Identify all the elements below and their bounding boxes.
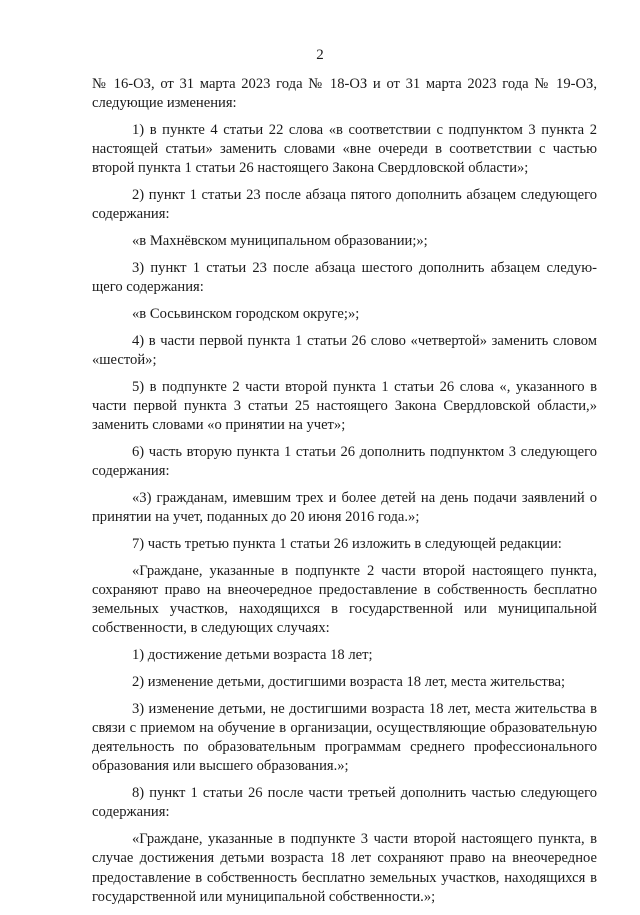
- paragraph-quote-subitem-3: «3) гражданам, имевшим трех и более детей на день подачи заявлений о принятии на учет, поданных до 20 июня 2016 года.»;: [92, 490, 597, 526]
- page-number: 2: [316, 47, 324, 63]
- paragraph-quote-makhnevsky: «в Махнёвском муниципальном образовании;»;: [132, 233, 428, 250]
- paragraph-intro: № 16-ОЗ, от 31 марта 2023 года № 18-ОЗ и от 31 марта 2023 года № 19-ОЗ, следующие изменения:: [92, 76, 597, 112]
- paragraph-item-2: 2) пункт 1 статьи 23 после абзаца пятого дополнить абзацем следующего содержания:: [92, 187, 597, 223]
- paragraph-item-3: 3) пункт 1 статьи 23 после абзаца шестого дополнить абзацем следующего содержания:: [92, 260, 597, 296]
- paragraph-quote-sosvinsky: «в Сосьвинском городском округе;»;: [132, 306, 360, 322]
- paragraph-item-7: 7) часть третью пункта 1 статьи 26 изложить в следующей редакции:: [132, 536, 562, 552]
- paragraph-item-1: 1) в пункте 4 статьи 22 слова «в соответствии с подпунктом 3 пункта 2 настоящей статьи» заменить словами «вне очереди в соответствии с частью второй пункта 1 статьи 26 настоящего Закона Свердловской области»;: [92, 122, 597, 177]
- paragraph-item-6: 6) часть вторую пункта 1 статьи 26 дополнить подпунктом 3 следующего содержания:: [92, 444, 597, 480]
- paragraph-quote-citizens-3: «Граждане, указанные в подпункте 3 части второй настоящего пункта, в случае достижения детьми возраста 18 лет сохраняют право на внеочередное предоставление в собственность бесплатно земельных участков, находящихся в государственной или муниципальной собственности.»;: [92, 831, 597, 905]
- paragraph-item-5: 5) в подпункте 2 части второй пункта 1 статьи 26 слова «, указанного в части первой пункта 3 статьи 25 настоящего Закона Свердловской области,» заменить словами «о принятии на учет»;: [92, 378, 597, 434]
- paragraph-quote-citizens-2: «Граждане, указанные в подпункте 2 части второй настоящего пункта, сохраняют право на внеочередное предоставление в собственность бесплатно земельных участков, находящихся в государственной или муниципальной собственности, в следующих случаях:: [92, 562, 597, 637]
- paragraph-case-2: 2) изменение детьми, достигшими возраста 18 лет, места жительства;: [132, 674, 566, 690]
- document-body: [92, 75, 597, 915]
- paragraph-item-8: 8) пункт 1 статьи 26 после части третьей дополнить частью следующего содержания:: [92, 785, 597, 821]
- paragraph-case-1: 1) достижение детьми возраста 18 лет;: [132, 647, 373, 664]
- paragraph-case-3: 3) изменение детьми, не достигшими возраста 18 лет, места жительства в связи с приемом на обучение в организации, осуществляющие образовательную деятельность по образовательным программам среднего профессионального образования или высшего образования.»;: [92, 700, 597, 775]
- paragraph-item-4: 4) в части первой пункта 1 статьи 26 слово «четвертой» заменить словом «шестой»;: [92, 332, 597, 368]
